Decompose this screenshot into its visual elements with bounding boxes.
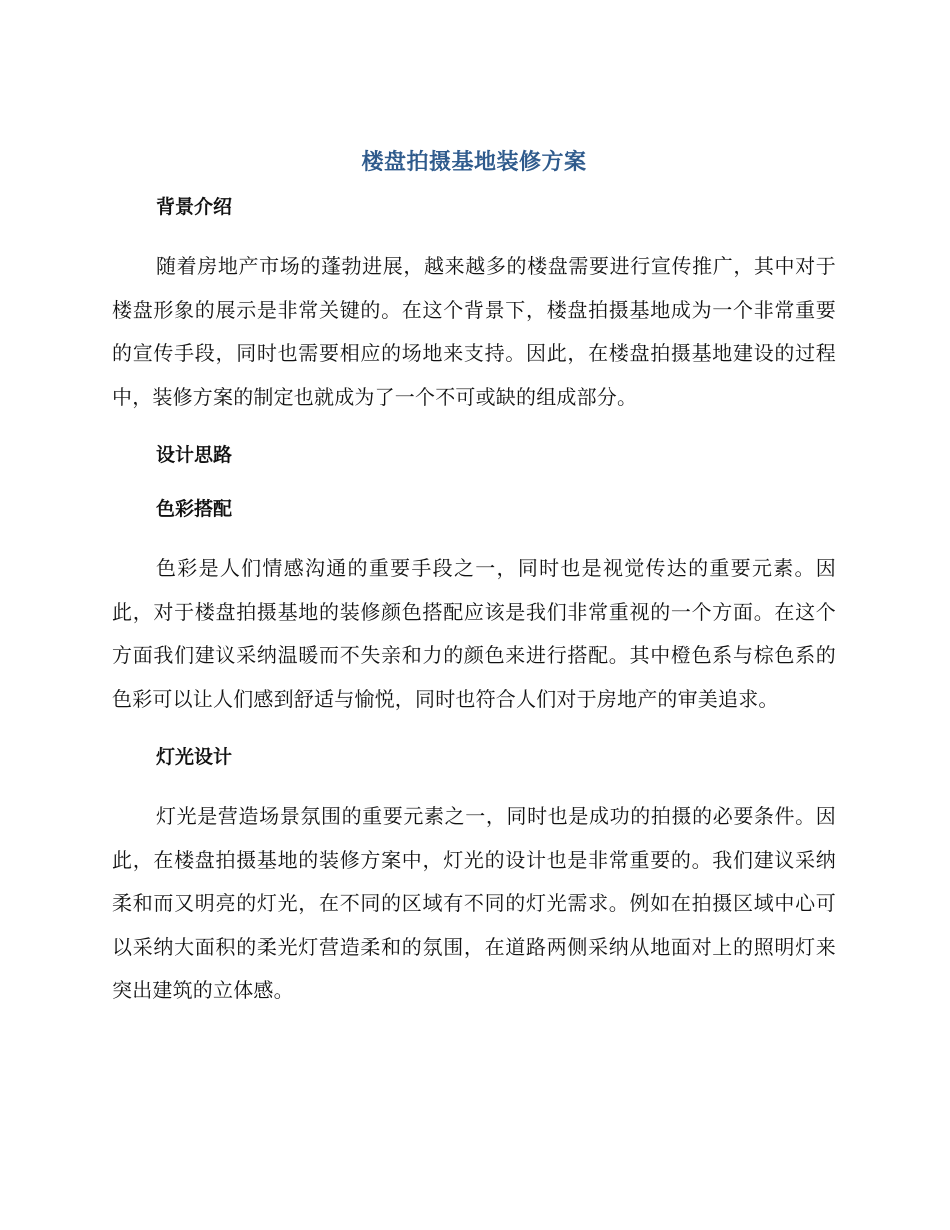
paragraph-background: 随着房地产市场的蓬勃进展，越来越多的楼盘需要进行宣传推广，其中对于楼盘形象的展示是非常关键的。在这个背景下，楼盘拍摄基地成为一个非常重要的宣传手段，同时也需要相应的场地来支持。因此，在楼盘拍摄基地建设的过程中，装修方案的制定也就成为了一个不可或缺的组成部分。 <box>112 254 836 409</box>
document-body <box>112 145 836 1033</box>
document-title: 楼盘拍摄基地装修方案 <box>361 150 587 175</box>
section-heading-design-approach: 设计思路 <box>156 444 233 466</box>
section-heading-lighting-design: 灯光设计 <box>156 746 233 768</box>
paragraph-lighting-design: 灯光是营造场景氛围的重要元素之一，同时也是成功的拍摄的必要条件。因此，在楼盘拍摄基地的装修方案中，灯光的设计也是非常重要的。我们建议采纳柔和而又明亮的灯光，在不同的区域有不同的灯光需求。例如在拍摄区域中心可以采纳大面积的柔光灯营造柔和的氛围，在道路两侧采纳从地面对上的照明灯来突出建筑的立体感。 <box>112 804 836 1002</box>
section-heading-color-scheme: 色彩搭配 <box>156 498 233 520</box>
paragraph-color-scheme: 色彩是人们情感沟通的重要手段之一，同时也是视觉传达的重要元素。因此，对于楼盘拍摄基地的装修颜色搭配应该是我们非常重视的一个方面。在这个方面我们建议采纳温暖而不失亲和力的颜色来进行搭配。其中橙色系与棕色系的色彩可以让人们感到舒适与愉悦，同时也符合人们对于房地产的审美追求。 <box>112 556 836 711</box>
section-heading-background: 背景介绍 <box>156 196 233 218</box>
